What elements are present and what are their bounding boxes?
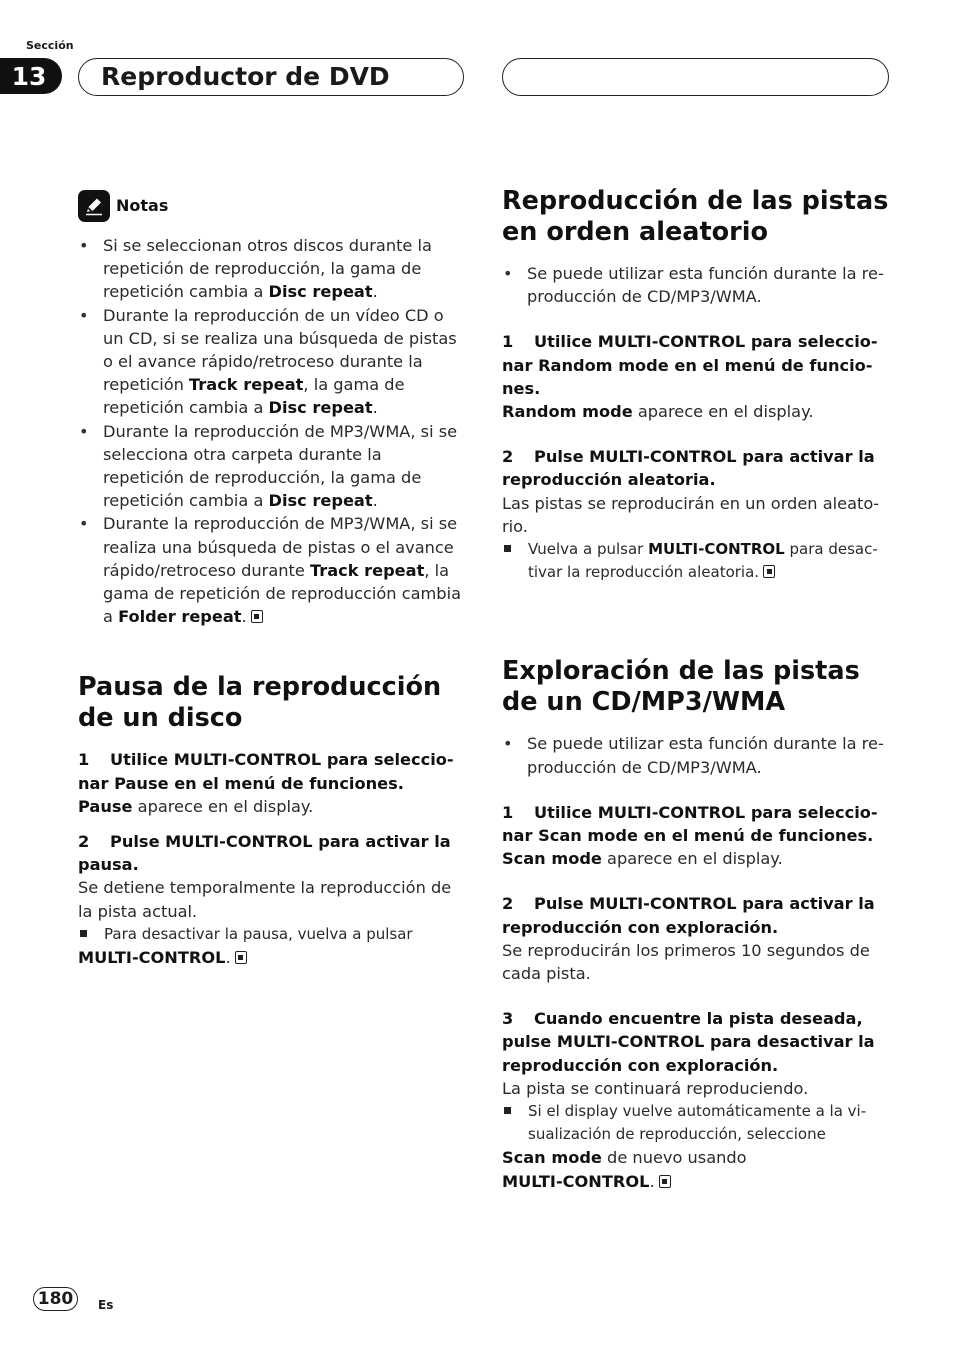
pause-note: Para desactivar la pausa, vuelva a pulsar (78, 923, 465, 946)
page-number: 180 (33, 1287, 78, 1311)
scan-step-1-result: Scan mode aparece en el display. (502, 849, 783, 869)
pause-note-continued: MULTI-CONTROL. (78, 946, 465, 969)
random-step-1-result: Random mode aparece en el display. (502, 402, 814, 422)
random-step-1: 1 Utilice MULTI-CONTROL para seleccionar Random mode en el menú de funciones. (502, 332, 878, 398)
pause-step-2-result: Se detiene temporalmente la reproducción de la pista actual. (78, 878, 452, 921)
random-note: Vuelva a pulsar MULTI-CONTROL para desactivar la reproducción aleatoria. (502, 538, 890, 584)
page-title: Reproductor de DVD (78, 58, 464, 96)
list-item: • Durante la reproducción de MP3/WMA, si se selecciona otra carpeta durante la repetición de reproducción, la gama de repetición cambia a Disc repeat. (78, 420, 465, 513)
header-empty-frame (502, 58, 889, 96)
end-mark-icon (763, 565, 775, 578)
end-mark-icon (251, 610, 263, 623)
section-number-badge: 13 (0, 58, 62, 94)
scan-step-2-result: Se reproducirán los primeros 10 segundos de cada pista. (502, 940, 870, 984)
scan-step-3: 3 Cuando encuentre la pista deseada, pulse MULTI-CONTROL para desactivar la reproducción con exploración. (502, 1009, 875, 1075)
scan-step-2: 2 Pulse MULTI-CONTROL para activar la reproducción con exploración. (502, 894, 875, 937)
random-section-title: Reproducción de las pistas en orden aleatorio (502, 186, 889, 247)
pause-step-2: 2 Pulse MULTI-CONTROL para activar la pausa. (78, 832, 451, 875)
scan-step-1: 1 Utilice MULTI-CONTROL para seleccionar Scan mode en el menú de funciones. (502, 802, 878, 846)
random-step-2-result: Las pistas se reproducirán en un orden aleatorio. (502, 493, 880, 536)
end-mark-icon (659, 1175, 671, 1188)
left-column (78, 190, 465, 969)
random-step-2: 2 Pulse MULTI-CONTROL para activar la reproducción aleatoria. (502, 447, 875, 490)
notes-list (78, 234, 465, 628)
list-item: • Si se seleccionan otros discos durante la repetición de reproducción, la gama de repetición cambia a Disc repeat. (78, 234, 465, 304)
pause-step-1: 1 Utilice MULTI-CONTROL para seleccionar Pause en el menú de funciones. (78, 750, 454, 793)
section-label: Sección (26, 39, 74, 52)
list-item: • Se puede utilizar esta función durante la reproducción de CD/MP3/WMA. (502, 262, 890, 308)
end-mark-icon (235, 951, 247, 964)
notes-heading (78, 190, 465, 222)
notes-heading-label: Notas (116, 196, 169, 216)
pause-section-title: Pausa de la reproducción de un disco (78, 672, 442, 734)
pencil-icon (78, 190, 110, 222)
list-item: • Durante la reproducción de MP3/WMA, si se realiza una búsqueda de pistas o el avance rápido/retroceso durante Track repeat, la gama de repetición de reproducción cambia a Folder repeat. (78, 512, 465, 628)
scan-section-title: Exploración de las pistas de un CD/MP3/WMA (502, 656, 860, 718)
scan-bullets (502, 732, 890, 778)
scan-note-continued: Scan mode de nuevo usando (502, 1148, 747, 1168)
list-item: • Se puede utilizar esta función durante la reproducción de CD/MP3/WMA. (502, 732, 890, 778)
random-bullets (502, 262, 890, 308)
language-code: Es (98, 1298, 114, 1312)
list-item: • Durante la reproducción de un vídeo CD o un CD, si se realiza una búsqueda de pistas o el avance rápido/retroceso durante la repetición Track repeat, la gama de repetición cambia a Disc repeat. (78, 304, 465, 420)
scan-note-continued-2: MULTI-CONTROL. (502, 1170, 890, 1193)
scan-note: Si el display vuelve automáticamente a la visualización de reproducción, seleccione (502, 1100, 890, 1146)
right-column (502, 186, 890, 1193)
pause-step-1-result: Pause aparece en el display. (78, 796, 314, 816)
scan-step-3-result: La pista se continuará reproduciendo. (502, 1078, 809, 1098)
